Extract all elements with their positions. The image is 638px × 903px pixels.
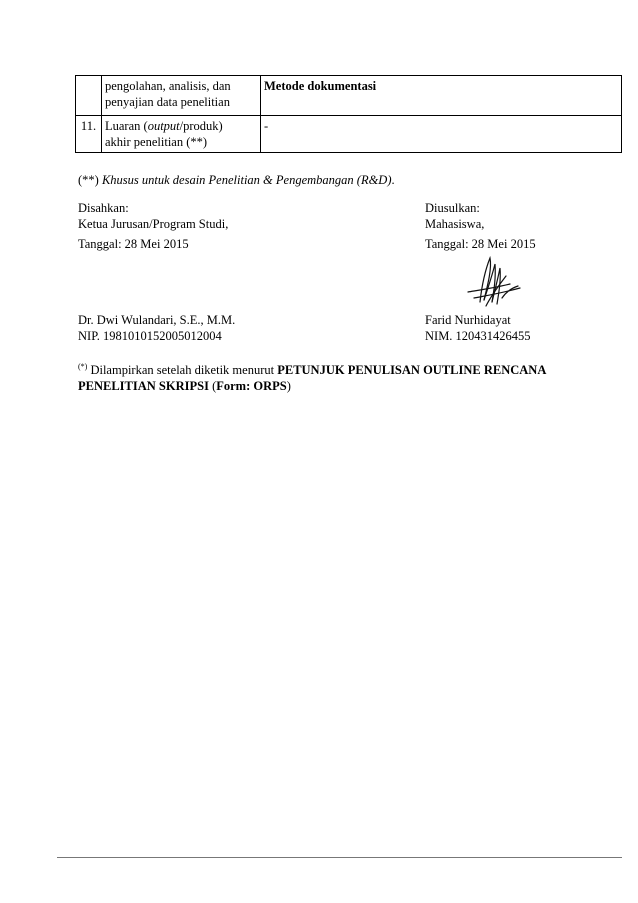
row-number [76,76,102,116]
footer-divider [57,857,622,858]
row-value: - [261,116,622,153]
footnote-text: Dilampirkan setelah diketik menurut [87,363,278,377]
proposer-date: Tanggal: 28 Mei 2015 [425,237,536,251]
row-description [102,76,261,116]
footnote-mark: (*) [78,362,88,371]
desc-italic: output [147,119,180,133]
note-suffix: . [391,173,395,187]
footnote-bold-3: Form: ORPS [216,379,287,393]
approver-role: Ketua Jurusan/Program Studi, [78,217,229,231]
table-row [76,116,622,153]
proposer-role: Mahasiswa, [425,217,485,231]
footnote-end: ) [286,379,291,393]
desc-line: penyajian data penelitian [105,95,230,109]
desc-suffix: /produk) [179,119,223,133]
footnote-bold-2: PENELITIAN SKRIPSI [78,379,209,393]
desc-line: akhir penelitian (**) [105,135,208,149]
note-prefix: (**) [78,173,102,187]
row-number: 11. [76,116,102,153]
footnote-mid: ( [208,379,217,393]
approver-nip: NIP. 1981010152005012004 [78,329,222,343]
row-value: Metode dokumentasi [261,76,622,116]
note-italic: Khusus untuk desain Penelitian & Pengembangan (R&D) [101,173,392,187]
footnote-bold-1: PETUNJUK PENULISAN OUTLINE RENCANA [277,363,547,377]
approver-date: Tanggal: 28 Mei 2015 [78,237,189,251]
desc-line: pengolahan, analisis, dan [105,79,231,93]
table-row [76,76,622,116]
approver-label: Disahkan: [78,201,129,215]
rd-note [78,172,395,188]
desc-prefix: Luaran ( [105,119,148,133]
proposer-nim: NIM. 120431426455 [425,329,531,343]
research-plan-table [75,75,622,153]
approver-name: Dr. Dwi Wulandari, S.E., M.M. [78,313,236,327]
proposer-name: Farid Nurhidayat [425,313,511,327]
footnote [78,362,598,394]
proposer-label: Diusulkan: [425,201,480,215]
signature-image [462,254,524,314]
row-description [102,116,261,153]
